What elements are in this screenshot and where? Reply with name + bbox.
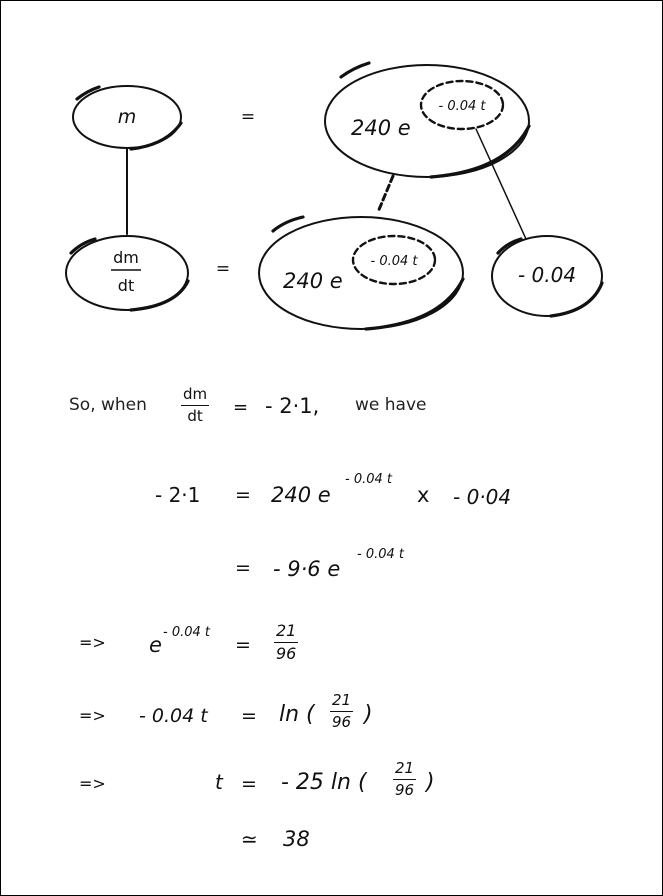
step3-fraction-num: 21	[274, 623, 298, 643]
step3-exponent: - 0.04 t	[163, 625, 210, 640]
step6-approx: ≃	[241, 827, 258, 851]
step1-factor: - 0·04	[453, 485, 512, 509]
step3-base: e	[149, 633, 162, 657]
bottom-equals: =	[215, 259, 231, 279]
step5-equals: =	[241, 773, 257, 795]
factor-label: - 0.04	[517, 263, 577, 287]
step4-fraction	[330, 693, 353, 730]
top-expression: 240 e	[351, 116, 411, 140]
step4-close: )	[364, 702, 373, 727]
step1-exponent: - 0.04 t	[345, 472, 392, 487]
step1-base: 240 e	[271, 483, 331, 507]
step4-fraction-den: 96	[332, 713, 352, 731]
intro-fraction-den: dt	[187, 407, 203, 425]
intro-suffix: we have	[355, 395, 427, 415]
step4-equals: =	[241, 705, 257, 727]
step5-fraction-num: 21	[393, 761, 416, 780]
step5-fraction-den: 96	[395, 781, 415, 799]
intro-equals: =	[233, 397, 249, 418]
intro-fraction	[181, 387, 209, 424]
step3-equals: =	[235, 634, 251, 656]
intro-prefix: So, when	[69, 395, 147, 415]
chain-rule-diagram	[1, 1, 663, 341]
step3-arrow: =>	[79, 633, 106, 652]
step2-equals: =	[235, 557, 251, 579]
step1-times: x	[417, 483, 430, 507]
intro-fraction-num: dm	[181, 387, 209, 406]
step5-close: )	[426, 770, 435, 795]
step4-arrow: =>	[79, 706, 106, 725]
m-node-label: m	[117, 106, 137, 128]
step3-fraction	[274, 623, 298, 662]
step1-lhs: - 2·1	[155, 483, 201, 507]
step2-base: - 9·6 e	[273, 557, 341, 581]
top-exponent: - 0.04 t	[438, 99, 486, 114]
step6-value: 38	[283, 827, 310, 851]
step1-equals: =	[235, 484, 251, 506]
dmdt-numerator: dm	[113, 248, 139, 267]
step5-arrow: =>	[79, 774, 106, 793]
step4-fraction-num: 21	[330, 693, 353, 712]
step3-fraction-den: 96	[276, 644, 297, 663]
step2-exponent: - 0.04 t	[357, 547, 404, 562]
bottom-expression: 240 e	[283, 269, 343, 293]
bottom-exponent: - 0.04 t	[370, 254, 418, 269]
intro-value: - 2·1,	[265, 394, 320, 418]
step4-lhs: - 0.04 t	[139, 705, 208, 727]
top-equals: =	[240, 107, 256, 127]
step5-fraction	[393, 761, 416, 798]
dmdt-denominator: dt	[117, 276, 135, 295]
step4-fn: ln (	[279, 702, 315, 727]
step5-lhs: t	[215, 770, 223, 794]
dashed-connector	[378, 176, 393, 212]
step5-fn: - 25 ln (	[281, 770, 367, 795]
